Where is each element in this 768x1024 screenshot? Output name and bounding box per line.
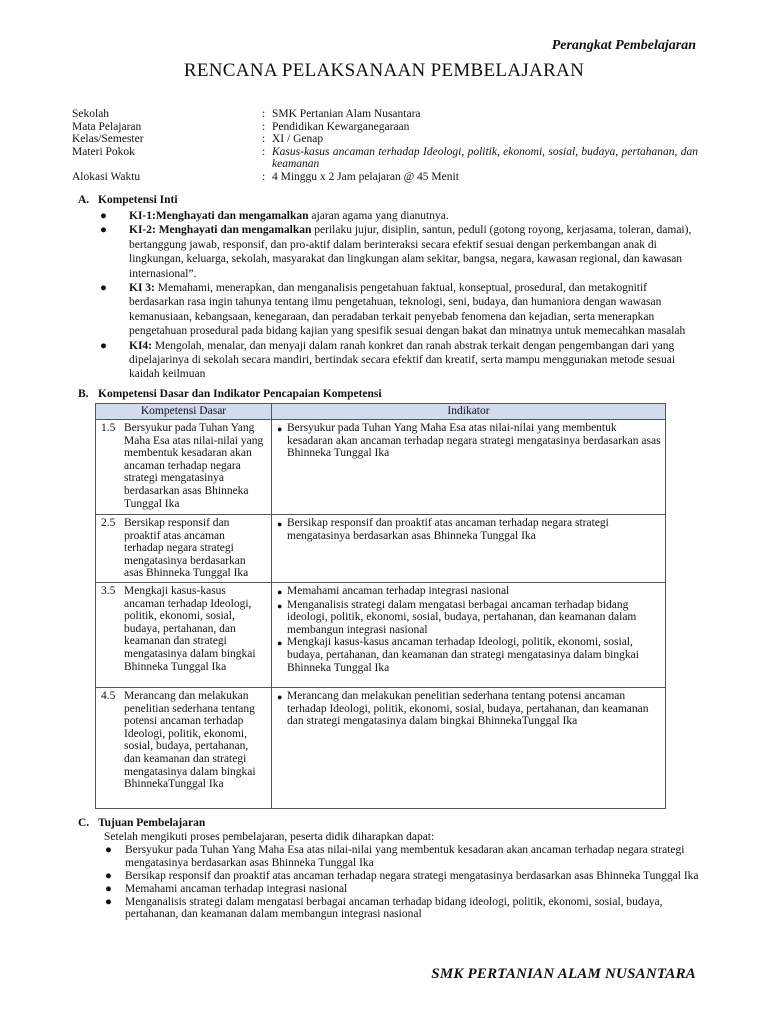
section-title: Kompetensi Dasar dan Indikator Pencapaian Kompetensi <box>98 388 382 400</box>
kd-cell <box>96 583 272 688</box>
section-letter: A. <box>78 194 90 206</box>
section-b-heading <box>78 388 382 400</box>
identity-label: Materi Pokok <box>72 145 135 158</box>
footer-school-name: SMK PERTANIAN ALAM NUSANTARA <box>431 966 696 982</box>
indicator-item <box>277 422 661 460</box>
identity-row-subject <box>72 121 698 134</box>
table-row <box>96 688 666 809</box>
kd-number: 1.5 <box>101 422 116 434</box>
section-letter: B. <box>78 388 89 400</box>
indicator-text: Menganalisis strategi dalam mengatasi berbagai ancaman terhadap bidang ideologi, politik, ekonomi, sosial, budaya, pertahanan, dan keamanan dalam membangun integrasi nasional <box>287 598 637 636</box>
objectives-intro: Setelah mengikuti proses pembelajaran, peserta didik diharapkan dapat: <box>104 831 435 843</box>
identity-block <box>72 108 698 183</box>
objective-text: Bersyukur pada Tuhan Yang Maha Esa atas nilai-nilai yang membentuk kesadaran akan ancaman terhadap negara strategi mengatasinya berdasarkan asas Bhinneka Tunggal Ika <box>125 843 685 869</box>
indicator-item <box>277 636 661 674</box>
ki-lead: KI 3: <box>129 282 155 295</box>
kd-cell <box>96 688 272 809</box>
kd-text: Bersyukur pada Tuhan Yang Maha Esa atas nilai-nilai yang membentuk kesadaran akan ancaman terhadap negara strategi mengatasinya berdasarkan asas Bhinneka Tunggal Ika <box>124 422 264 510</box>
list-item <box>104 870 700 883</box>
indicator-text: Mengkaji kasus-kasus ancaman terhadap Ideologi, politik, ekonomi, sosial, budaya, pertahanan, dan keamanan dan strategi mengatasinya dalam bingkai Bhinneka Tunggal Ika <box>287 636 639 674</box>
ki-lead: KI-2: Menghayati dan mengamalkan <box>129 224 312 237</box>
bullet-icon: ● <box>105 882 112 895</box>
indicator-item <box>277 690 661 728</box>
bullet-icon: ● <box>105 895 112 908</box>
indicator-text: Memahami ancaman terhadap integrasi nasional <box>287 585 510 597</box>
identity-colon: : <box>262 108 266 120</box>
list-item <box>104 883 700 896</box>
bullet-icon: ● <box>277 519 283 529</box>
identity-value: 4 Minggu x 2 Jam pelajaran @ 45 Menit <box>272 170 459 183</box>
kd-text: Merancang dan melakukan penelitian sederhana tentang potensi ancaman terhadap Ideologi, politik, ekonomi, sosial, budaya, pertahanan, dan keamanan dan strategi mengatasinya dalam bingkai BhinnekaTunggal Ika <box>124 690 256 791</box>
bullet-icon: ● <box>105 869 112 882</box>
core-competence-list <box>95 209 698 382</box>
indicator-item <box>277 599 661 637</box>
list-item <box>95 209 698 223</box>
list-item <box>104 896 700 922</box>
identity-colon: : <box>262 120 266 133</box>
column-header-indicator: Indikator <box>272 404 666 420</box>
indicator-cell <box>272 515 666 583</box>
kd-number: 2.5 <box>101 517 116 529</box>
identity-value: Kasus-kasus ancaman terhadap Ideologi, politik, ekonomi, sosial, budaya, pertahanan, dan keamanan <box>272 145 698 170</box>
bullet-icon: ● <box>100 210 107 222</box>
identity-row-topic <box>72 146 698 171</box>
table-header-row <box>96 404 666 420</box>
indicator-item <box>277 517 661 542</box>
identity-value: SMK Pertanian Alam Nusantara <box>272 108 421 120</box>
table-row <box>96 420 666 515</box>
identity-label: Kelas/Semester <box>72 133 144 145</box>
kd-cell <box>96 515 272 583</box>
list-item <box>104 844 700 870</box>
bullet-icon: ● <box>100 339 107 352</box>
indicator-cell <box>272 688 666 809</box>
objective-text: Bersikap responsif dan proaktif atas ancaman terhadap negara strategi mengatasinya berdasarkan asas Bhinneka Tunggal Ika <box>125 869 699 882</box>
indicator-cell <box>272 420 666 515</box>
identity-label: Mata Pelajaran <box>72 120 142 133</box>
indicator-text: Bersikap responsif dan proaktif atas ancaman terhadap negara strategi mengatasinya berdasarkan asas Bhinneka Tunggal Ika <box>287 517 609 542</box>
section-c-heading <box>78 817 205 829</box>
indicator-item <box>277 585 661 599</box>
kd-text: Bersikap responsif dan proaktif atas ancaman terhadap negara strategi mengatasinya berdasarkan asas Bhinneka Tunggal Ika <box>124 517 249 580</box>
identity-value: Pendidikan Kewarganegaraan <box>272 120 410 133</box>
identity-row-school <box>72 108 698 121</box>
bullet-icon: ● <box>277 638 283 649</box>
identity-colon: : <box>262 133 266 145</box>
identity-value: XI / Genap <box>272 133 324 145</box>
competence-table <box>95 403 666 809</box>
ki-text: perilaku jujur, disiplin, santun, peduli (gotong royong, kerjasama, toleran, damai), bertanggung jawab, responsif, dan pro-aktif dalam berinteraksi secara efektif sesuai dengan perkembangan anak di lingkungan, keluarga, sekolah, masyarakat dan lingkungan alam sekitar, bangsa, negara, kawasan regional, dan kawasan internasional”. <box>129 224 692 280</box>
ki-text: Memahami, menerapkan, dan menganalisis pengetahuan faktual, konseptual, prosedural, dan metakognitif berdasarkan rasa ingin tahunya tentang ilmu pengetahuan, teknologi, seni, budaya, dan humaniora dengan wawasan kemanusiaan, kebangsaan, kenegaraan, dan peradaban terkait penyebab fenomena dan kejadian, serta menerapkan pengetahuan prosedural pada bidang kajian yang spesifik sesuai dengan bakat dan minatnya untuk memecahkan masalah <box>129 282 686 338</box>
column-header-kd: Kompetensi Dasar <box>96 404 272 420</box>
learning-objectives <box>104 831 700 921</box>
identity-row-class <box>72 133 698 146</box>
identity-label: Sekolah <box>72 108 110 120</box>
identity-colon: : <box>262 145 266 158</box>
indicator-cell <box>272 583 666 688</box>
ki-text: ajaran agama yang dianutnya. <box>308 210 449 222</box>
objective-text: Memahami ancaman terhadap integrasi nasional <box>125 882 348 895</box>
indicator-text: Merancang dan melakukan penelitian sederhana tentang potensi ancaman terhadap Ideologi, politik, ekonomi, sosial, budaya, pertahanan, dan keamanan dan strategi mengatasinya dalam bingkai BhinnekaTunggal Ika <box>287 690 649 728</box>
bullet-icon: ● <box>277 587 283 597</box>
table-row <box>96 515 666 583</box>
ki-lead: KI4: <box>129 339 152 352</box>
section-a-heading <box>78 194 178 206</box>
section-title: Kompetensi Inti <box>98 194 178 206</box>
identity-colon: : <box>262 170 266 183</box>
list-item <box>95 223 698 281</box>
indicator-text: Bersyukur pada Tuhan Yang Maha Esa atas nilai-nilai yang membentuk kesadaran akan ancaman terhadap negara strategi mengatasinya berdasarkan asas Bhinneka Tunggal Ika <box>287 422 661 460</box>
bullet-icon: ● <box>277 692 283 702</box>
section-title: Tujuan Pembelajaran <box>98 817 206 829</box>
bullet-icon: ● <box>105 843 112 856</box>
bullet-icon: ● <box>100 282 107 295</box>
bullet-icon: ● <box>100 224 107 237</box>
bullet-icon: ● <box>277 600 283 611</box>
table-row <box>96 583 666 688</box>
page-title: RENCANA PELAKSANAAN PEMBELAJARAN <box>183 60 585 81</box>
identity-label: Alokasi Waktu <box>72 170 141 183</box>
ki-text: Mengolah, menalar, dan menyaji dalam ranah konkret dan ranah abstrak terkait dengan pengembangan dari yang dipelajarinya di sekolah secara mandiri, bertindak secara efektif dan kreatif, serta mampu menggunakan metode sesuai kaidah keilmuan <box>129 339 676 381</box>
section-letter: C. <box>78 817 90 829</box>
kd-number: 4.5 <box>101 690 116 702</box>
identity-row-time <box>72 171 698 184</box>
kd-text: Mengkaji kasus-kasus ancaman terhadap Ideologi, politik, ekonomi, sosial, budaya, pertahanan, dan keamanan dan strategi mengatasinya dalam bingkai Bhinneka Tunggal Ika <box>124 585 256 673</box>
kd-number: 3.5 <box>101 585 116 597</box>
header-document-type: Perangkat Pembelajaran <box>551 38 696 53</box>
list-item <box>95 339 698 382</box>
objective-text: Menganalisis strategi dalam mengatasi berbagai ancaman terhadap bidang ideologi, politik, ekonomi, sosial, budaya, pertahanan, dan keamanan dalam membangun integrasi nasional <box>125 895 663 921</box>
bullet-icon: ● <box>277 424 283 434</box>
list-item <box>95 281 698 339</box>
ki-lead: KI-1:Menghayati dan mengamalkan <box>129 210 309 222</box>
kd-cell <box>96 420 272 515</box>
